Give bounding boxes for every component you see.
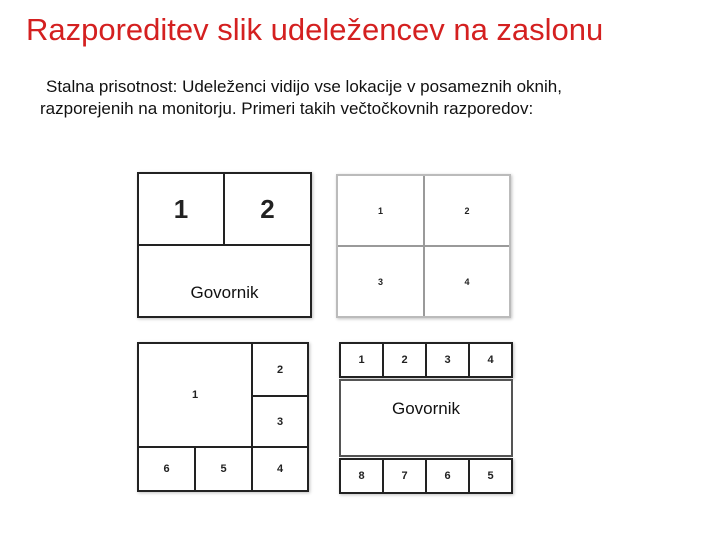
participant-window-5: 5 — [220, 463, 227, 475]
layout-two-plus-speaker — [137, 172, 312, 318]
speaker-window-label: Govornik — [190, 283, 259, 302]
description-line-2: razporejenih na monitorju. Primeri takih večtočkovnih razporedov: — [40, 99, 534, 118]
participant-window-6: 6 — [163, 463, 170, 475]
participant-window-2: 2 — [464, 205, 470, 216]
participant-window-1: 1 — [191, 389, 199, 401]
participant-window-4: 4 — [276, 463, 284, 475]
slide-title: Razporeditev slik udeležencev na zaslonu — [26, 12, 604, 47]
divider — [139, 244, 310, 246]
bottom-strip — [339, 458, 513, 494]
participant-window-6: 6 — [444, 470, 451, 482]
speaker-window-label: Govornik — [391, 399, 461, 418]
participant-window-1: 1 — [173, 193, 189, 224]
description-line-1: Stalna prisotnost: Udeleženci vidijo vse lokacije v posameznih oknih, — [46, 77, 562, 96]
participant-window-2: 2 — [260, 193, 275, 224]
layout-large-plus-five — [137, 342, 309, 492]
participant-window-3: 3 — [276, 415, 284, 428]
speaker-window — [339, 379, 513, 457]
participant-window-7: 7 — [401, 470, 408, 482]
participant-window-1: 1 — [358, 354, 365, 366]
top-strip — [339, 342, 513, 378]
participant-window-2: 2 — [401, 354, 408, 366]
participant-window-8: 8 — [358, 470, 365, 482]
participant-window-3: 3 — [444, 354, 451, 366]
layout-quad-grid — [336, 174, 511, 318]
participant-window-3: 3 — [377, 276, 383, 287]
participant-window-1: 1 — [377, 205, 383, 216]
slide-description — [40, 76, 700, 120]
participant-window-4: 4 — [464, 276, 470, 287]
participant-window-2: 2 — [276, 363, 284, 376]
participant-window-4: 4 — [487, 354, 494, 366]
participant-window-5: 5 — [487, 470, 494, 482]
layout-speaker-with-eight — [339, 342, 513, 494]
